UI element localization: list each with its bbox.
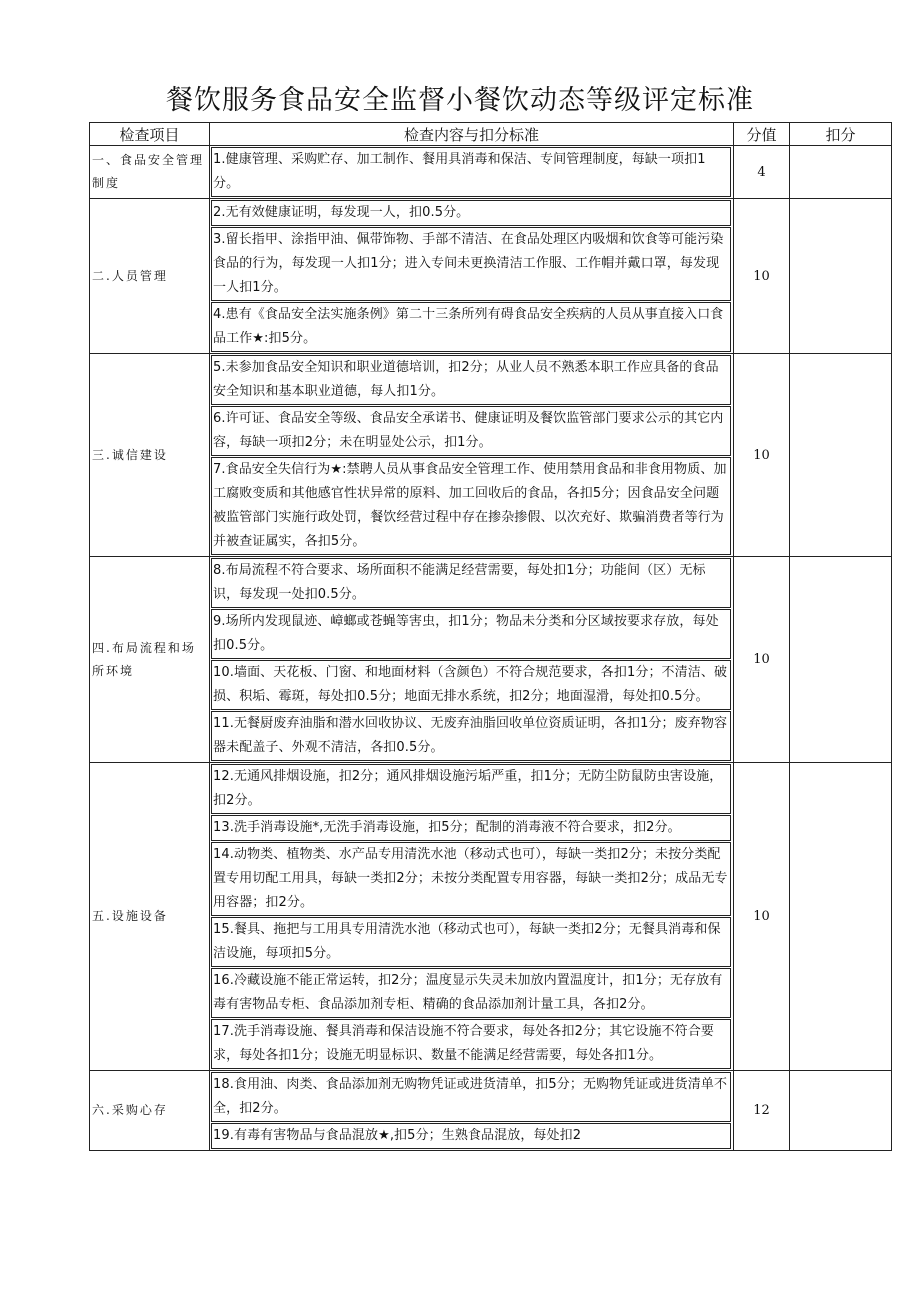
points-cell: 4 (734, 146, 790, 199)
category-cell: 六.采购心存 (90, 1071, 210, 1151)
header-project: 检查项目 (90, 123, 210, 146)
category-cell: 三.诚信建设 (90, 354, 210, 557)
criterion-item: 13.洗手消毒设施*,无洗手消毒设施，扣5分；配制的消毒液不符合要求，扣2分。 (211, 815, 731, 841)
criterion-item: 17.洗手消毒设施、餐具消毒和保洁设施不符合要求，每处各扣2分；其它设施不符合要求，每处各扣1分；设施无明显标识、数量不能满足经营需要，每处各扣1分。 (211, 1019, 731, 1069)
criterion-item: 7.食品安全失信行为★:禁聘人员从事食品安全管理工作、使用禁用食品和非食用物质、加工腐败变质和其他感官性状异常的原料、加工回收后的食品，各扣5分；因食品安全问题被监管部门实施行政处罚，餐饮经营过程中存在掺杂掺假、以次充好、欺骗消费者等行为并被查证属实，各扣5分。 (211, 457, 731, 555)
criterion-item: 18.食用油、肉类、食品添加剂无购物凭证或进货清单，扣5分；无购物凭证或进货清单不全，扣2分。 (211, 1072, 731, 1122)
criterion-item: 15.餐具、拖把与工用具专用清洗水池（移动式也可），每缺一类扣2分；无餐具消毒和保洁设施，每项扣5分。 (211, 917, 731, 967)
criterion-item: 8.布局流程不符合要求、场所面积不能满足经营需要，每处扣1分；功能间（区）无标识，每发现一处扣0.5分。 (211, 558, 731, 608)
table-row (90, 557, 892, 763)
table-row (90, 199, 892, 354)
header-row (90, 123, 892, 146)
deduct-cell (790, 557, 892, 763)
content-cell (210, 763, 734, 1071)
criterion-item: 10.墙面、天花板、门窗、和地面材料（含颜色）不符合规范要求，各扣1分；不清洁、破损、积垢、霉斑，每处扣0.5分；地面无排水系统，扣2分；地面湿滑，每处扣0.5分。 (211, 660, 731, 710)
deduct-cell (790, 354, 892, 557)
table-row (90, 1071, 892, 1151)
criterion-item: 14.动物类、植物类、水产品专用清洗水池（移动式也可），每缺一类扣2分；未按分类配置专用切配工用具，每缺一类扣2分；未按分类配置专用容器，每缺一类扣2分；成品无专用容器；扣2分。 (211, 842, 731, 916)
content-cell (210, 146, 734, 199)
criterion-item: 3.留长指甲、涂指甲油、佩带饰物、手部不清洁、在食品处理区内吸烟和饮食等可能污染食品的行为，每发现一人扣1分；进入专间未更换清洁工作服、工作帽并戴口罩，每发现一人扣1分。 (211, 227, 731, 301)
deduct-cell (790, 1071, 892, 1151)
criterion-item: 19.有毒有害物品与食品混放★,扣5分；生熟食品混放，每处扣2 (211, 1123, 731, 1149)
content-cell (210, 1071, 734, 1151)
criterion-item: 11.无餐厨废弃油脂和潜水回收协议、无废弃油脂回收单位资质证明，各扣1分；废弃物容器未配盖子、外观不清洁，各扣0.5分。 (211, 711, 731, 761)
rating-table (89, 122, 892, 1151)
points-cell: 12 (734, 1071, 790, 1151)
category-cell: 一、食品安全管理制度 (90, 146, 210, 199)
table-row (90, 763, 892, 1071)
header-deduct: 扣分 (790, 123, 892, 146)
points-cell: 10 (734, 354, 790, 557)
content-cell (210, 354, 734, 557)
criterion-item: 12.无通风排烟设施，扣2分；通风排烟设施污垢严重，扣1分；无防尘防鼠防虫害设施，扣2分。 (211, 764, 731, 814)
page-title: 餐饮服务食品安全监督小餐饮动态等级评定标准 (166, 85, 754, 116)
category-cell: 四.布局流程和场所环境 (90, 557, 210, 763)
table-row (90, 354, 892, 557)
criterion-item: 1.健康管理、采购贮存、加工制作、餐用具消毒和保洁、专间管理制度，每缺一项扣1分。 (211, 147, 731, 197)
points-cell: 10 (734, 763, 790, 1071)
criterion-item: 16.冷藏设施不能正常运转，扣2分；温度显示失灵未加放内置温度计，扣1分；无存放有毒有害物品专柜、食品添加剂专柜、精确的食品添加剂计量工具，各扣2分。 (211, 968, 731, 1018)
deduct-cell (790, 763, 892, 1071)
criterion-item: 6.许可证、食品安全等级、食品安全承诺书、健康证明及餐饮监管部门要求公示的其它内容，每缺一项扣2分；未在明显处公示，扣1分。 (211, 406, 731, 456)
category-cell: 五.设施设备 (90, 763, 210, 1071)
category-cell: 二.人员管理 (90, 199, 210, 354)
criterion-item: 5.未参加食品安全知识和职业道德培训，扣2分；从业人员不熟悉本职工作应具备的食品安全知识和基本职业道德，每人扣1分。 (211, 355, 731, 405)
content-cell (210, 557, 734, 763)
criterion-item: 4.患有《食品安全法实施条例》第二十三条所列有碍食品安全疾病的人员从事直接入口食品工作★:扣5分。 (211, 302, 731, 352)
points-cell: 10 (734, 557, 790, 763)
deduct-cell (790, 146, 892, 199)
content-cell (210, 199, 734, 354)
criterion-item: 9.场所内发现鼠迹、嶂螂或苍蝇等害虫，扣1分；物品未分类和分区域按要求存放，每处扣0.5分。 (211, 609, 731, 659)
deduct-cell (790, 199, 892, 354)
points-cell: 10 (734, 199, 790, 354)
criterion-item: 2.无有效健康证明，每发现一人，扣0.5分。 (211, 200, 731, 226)
header-content: 检查内容与扣分标准 (210, 123, 734, 146)
table-row (90, 146, 892, 199)
header-points: 分值 (734, 123, 790, 146)
